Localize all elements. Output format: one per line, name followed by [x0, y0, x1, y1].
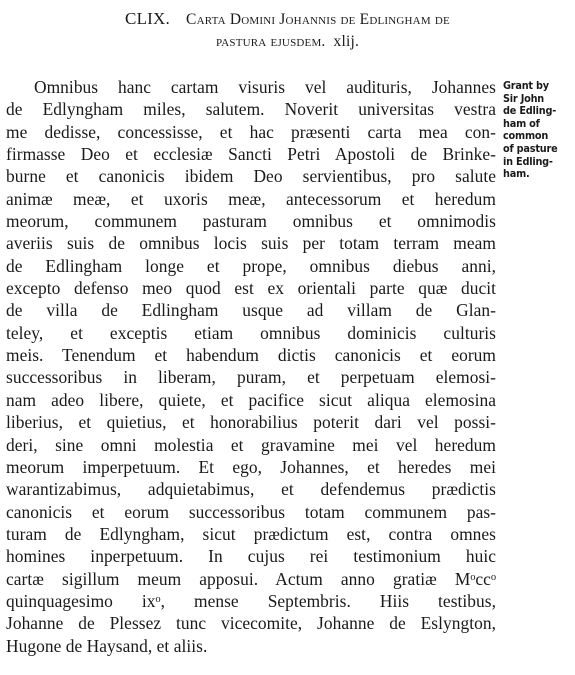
- body-line: meorum, communem pasturam omnibus et omnimodis: [6, 211, 496, 232]
- body-line: meorum imperpetuum. Et ego, Johannes, et heredes mei: [6, 456, 496, 477]
- body-line: averiis suis de omnibus locis suis per totam terram meam: [6, 233, 496, 254]
- marginal-note: [503, 80, 573, 181]
- body-line: meis. Tenendum et habendum dictis canonicis et eorum: [6, 345, 496, 366]
- body-line: Omnibus hanc cartam visuris vel audituris, Johannes: [34, 77, 496, 97]
- body-line: de Edlyngham miles, salutem. Noverit universitas vestra: [6, 99, 496, 120]
- body-line: teley, et exceptis etiam omnibus dominicis culturis: [6, 322, 496, 343]
- body-line: warantizabimus, adquietabimus, et defendemus prædictis: [6, 479, 496, 500]
- body-line: turam de Edlyngham, sicut prædictum est, contra omnes: [6, 523, 496, 544]
- charter-heading: [0, 8, 575, 53]
- body-line: excepto defenso meo quod est ex orientali parte quæ ducit: [6, 278, 496, 299]
- body-line: nam adeo libere, quiete, et pacifice sicut aliqua elemosina: [6, 389, 496, 410]
- charter-title-line-2: [0, 31, 575, 53]
- body-line: animæ meæ, et uxoris meæ, antecessorum et heredum: [6, 188, 496, 209]
- charter-body: [6, 76, 496, 657]
- body-line: successoribus in liberam, puram, et perpetuam elemosi-: [6, 367, 496, 388]
- body-line: de villa de Edlingham usque ad villam de Glan-: [6, 300, 496, 321]
- body-line: cartæ sigillum meum apposui. Actum anno gratiæ Mᵒccᵒ: [6, 568, 496, 589]
- marginal-note-line: in Edling-: [503, 154, 553, 168]
- charter-number: CLIX.: [125, 9, 170, 28]
- folio-reference: xlij.: [333, 33, 360, 50]
- body-line: firmasse Deo et ecclesiæ Sancti Petri Apostoli de Brinke-: [6, 144, 496, 165]
- body-line: deri, sine omni molestia et gravamine mei vel heredum: [6, 434, 496, 455]
- body-line: liberius, et quietius, et honorabilius poterit dari vel possi-: [6, 412, 496, 433]
- body-line: homines inperpetuum. In cujus rei testimonium huic: [6, 546, 496, 567]
- marginal-note-line: of pasture: [503, 141, 558, 155]
- body-line: canonicis et eorum successoribus totam communem pas-: [6, 501, 496, 522]
- charter-title-line-2-text: pastura ejusdem.: [215, 33, 326, 50]
- body-line: quinquagesimo ixᵒ, mense Septembris. Hiis testibus,: [6, 590, 496, 611]
- marginal-note-line: common: [503, 129, 549, 143]
- marginal-note-line: Grant by: [503, 79, 549, 92]
- body-line: Hugone de Haysand, et aliis.: [6, 635, 208, 656]
- charter-title-line-1: Carta Domini Johannis de Edlingham de: [186, 11, 450, 28]
- marginal-note-line: Sir John: [503, 91, 545, 105]
- body-line: Johanne de Plessez tunc vicecomite, Johanne de Eslyngton,: [6, 613, 496, 634]
- marginal-note-line: de Edling-: [503, 104, 557, 118]
- marginal-note-line: ham.: [503, 167, 530, 181]
- body-line: burne et canonicis ibidem Deo servientibus, pro salute: [6, 166, 496, 187]
- body-line: me dedisse, concessisse, et hac præsenti carta mea con-: [6, 121, 496, 142]
- body-line: de Edlingham longe et prope, omnibus diebus anni,: [6, 255, 496, 276]
- marginal-note-line: ham of: [503, 116, 540, 130]
